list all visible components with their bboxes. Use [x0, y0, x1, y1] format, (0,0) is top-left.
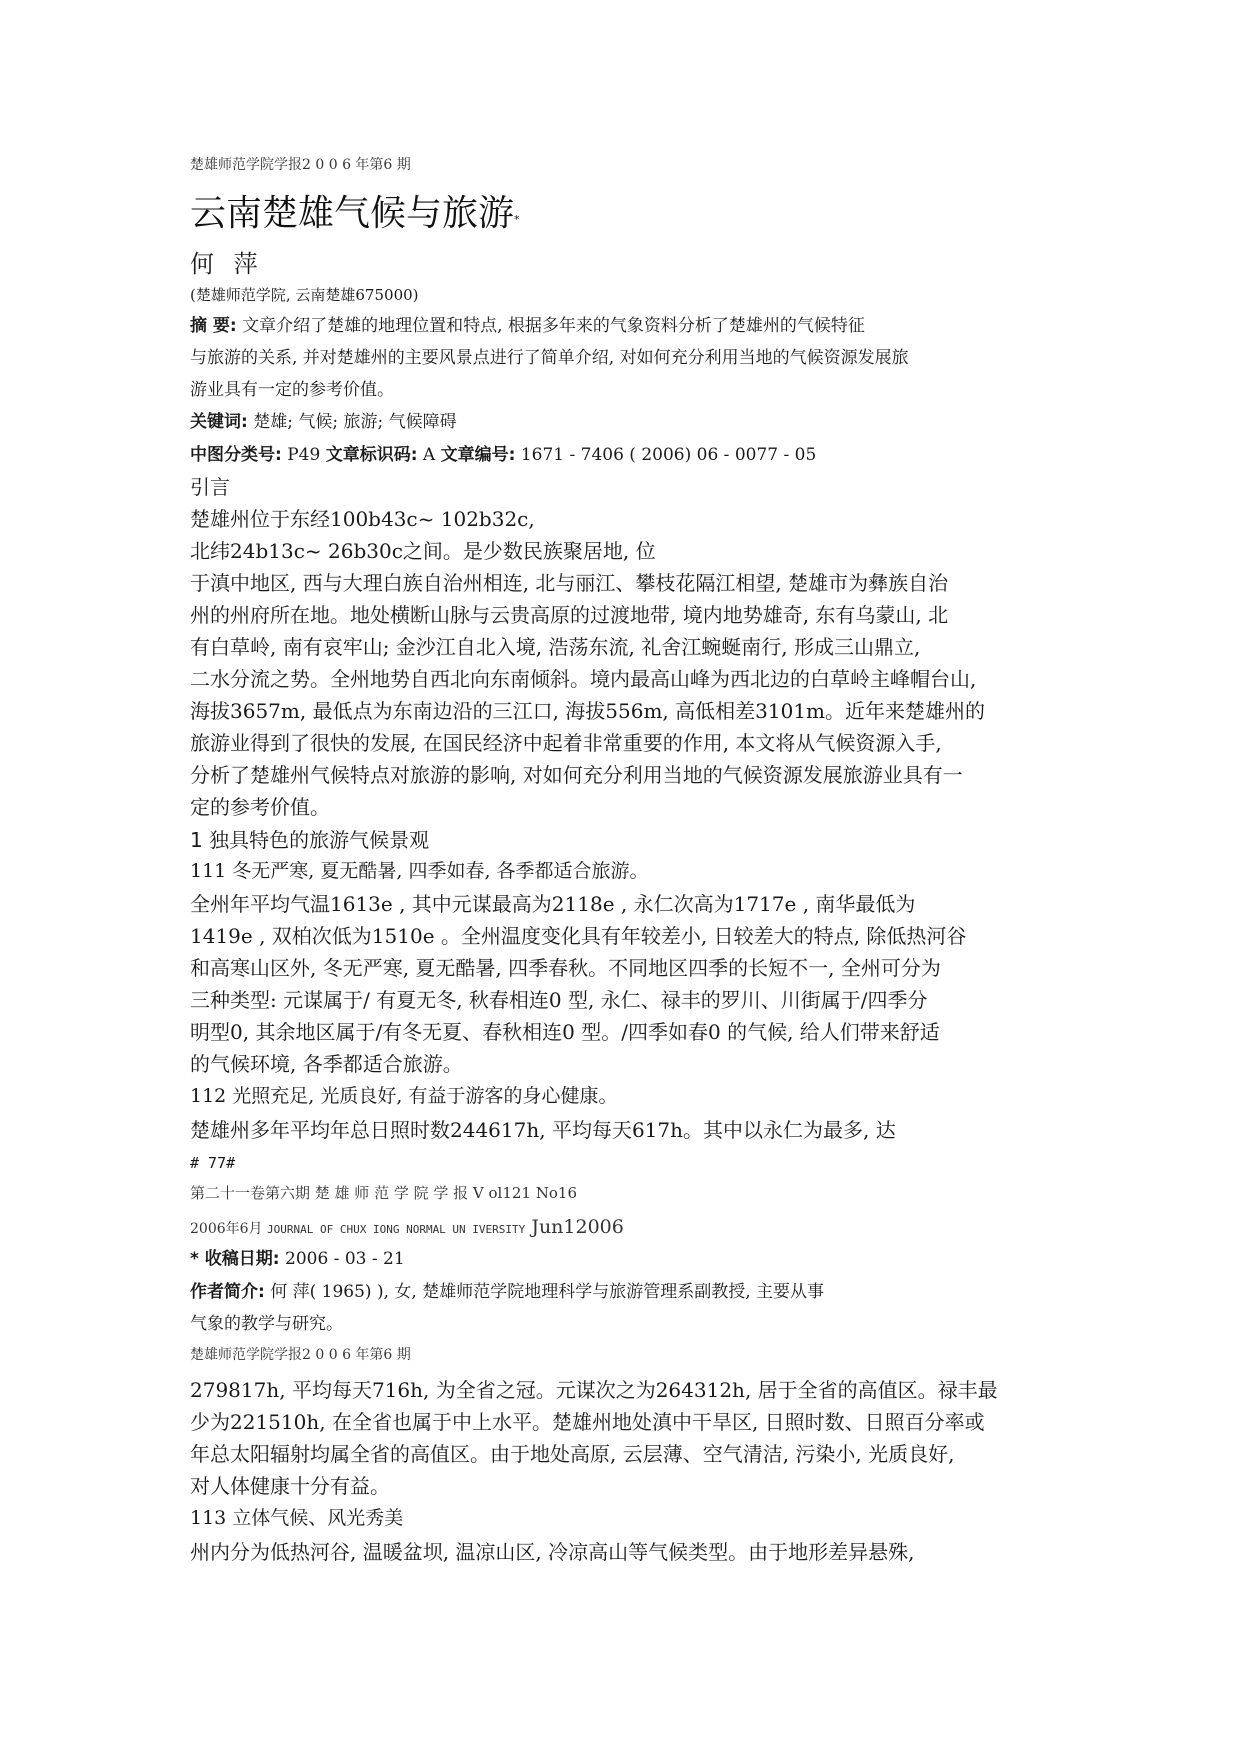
subsection-heading-113: 113 立体气候、风光秀美	[190, 1507, 404, 1529]
abstract-line: 游业具有一定的参考价值。	[190, 380, 394, 400]
keywords-label: 关键词:	[190, 412, 248, 432]
received-date-line	[190, 1251, 405, 1268]
journal-name-en: JOURNAL OF CHUX IONG NORMAL UN IVERSITY	[267, 1223, 526, 1236]
author-bio-line: 气象的教学与研究。	[190, 1314, 343, 1334]
keywords-line	[190, 414, 457, 431]
author-affiliation: (楚雄师范学院, 云南楚雄675000)	[190, 286, 419, 304]
author-bio-line	[190, 1284, 824, 1301]
bio-text: 何 萍( 1965) ), 女, 楚雄师范学院地理科学与旅游管理系副教授, 主要从事	[264, 1282, 825, 1302]
journal-info-line-2	[190, 1218, 624, 1237]
paragraph-line: 年总太阳辐射均属全省的高值区。由于地处高原, 云层薄、空气清洁, 污染小, 光质良好,	[190, 1442, 955, 1466]
title-text: 云南楚雄气候与旅游	[190, 193, 515, 234]
abstract-line	[190, 318, 865, 335]
paragraph-line: 分析了楚雄州气候特点对旅游的影响, 对如何充分利用当地的气候资源发展旅游业具有一	[190, 763, 963, 787]
paragraph-line: 二水分流之势。全州地势自西北向东南倾斜。境内最高山峰为西北边的白草岭主峰帽台山,	[190, 667, 977, 691]
article-no-label: 文章编号:	[440, 445, 516, 465]
paragraph-line: 的气候环境, 各季都适合旅游。	[190, 1052, 463, 1076]
article-title	[190, 193, 520, 234]
paragraph-line: 279817h, 平均每天716h, 为全省之冠。元谋次之为264312h, 居于全省的高值区。禄丰最	[190, 1378, 998, 1402]
paragraph-line: 州的州府所在地。地处横断山脉与云贵高原的过渡地带, 境内地势雄奇, 东有乌蒙山, 北	[190, 603, 949, 627]
journal-date-cn: 2006年6月	[190, 1221, 267, 1237]
subsection-heading-111: 111 冬无严寒, 夏无酷暑, 四季如春, 各季都适合旅游。	[190, 860, 649, 882]
received-label: * 收稿日期:	[190, 1249, 280, 1269]
paragraph-line: 全州年平均气温1613e , 其中元谋最高为2118e , 永仁次高为1717e , 南华最低为	[190, 892, 916, 916]
doc-code-label: 文章标识码:	[325, 445, 418, 465]
paragraph-line: 对人体健康十分有益。	[190, 1474, 390, 1498]
bio-label: 作者简介:	[190, 1282, 265, 1302]
section-heading-intro: 引言	[190, 475, 230, 499]
abstract-line: 与旅游的关系, 并对楚雄州的主要风景点进行了简单介绍, 对如何充分利用当地的气候资源发展旅	[190, 348, 909, 368]
keywords-text: 楚雄; 气候; 旅游; 气候障碍	[247, 412, 457, 432]
paragraph-line: 和高寒山区外, 冬无严寒, 夏无酷暑, 四季春秋。不同地区四季的长短不一, 全州可分为	[190, 956, 941, 980]
clc-value: P49	[281, 445, 326, 465]
page-number-marker: # 77#	[190, 1154, 236, 1172]
paragraph-line: 楚雄州位于东经100b43c~ 102b32c,	[190, 507, 535, 531]
paragraph-line: 州内分为低热河谷, 温暖盆坝, 温凉山区, 冷凉高山等气候类型。由于地形差异悬殊,	[190, 1540, 915, 1564]
paragraph-line: 北纬24b13c~ 26b30c之间。是少数民族聚居地, 位	[190, 539, 656, 563]
paragraph-line: 1419e , 双柏次低为1510e 。全州温度变化具有年较差小, 日较差大的特点, 除低热河谷	[190, 924, 967, 948]
paragraph-line: 于滇中地区, 西与大理白族自治州相连, 北与丽江、攀枝花隔江相望, 楚雄市为彝族自治	[190, 571, 949, 595]
article-no-value: 1671 - 7406 ( 2006) 06 - 0077 - 05	[515, 445, 817, 465]
journal-date-en: Jun12006	[525, 1216, 624, 1238]
abstract-text: 文章介绍了楚雄的地理位置和特点, 根据多年来的气象资料分析了楚雄州的气候特征	[236, 316, 865, 336]
running-header: 楚雄师范学院学报2 0 0 6 年第6 期	[190, 157, 411, 173]
clc-label: 中图分类号:	[190, 445, 282, 465]
paragraph-line: 定的参考价值。	[190, 795, 330, 819]
paragraph-line: 三种类型: 元谋属于/ 有夏无冬, 秋春相连0 型, 永仁、禄丰的罗川、川街属于/四季分	[190, 988, 928, 1012]
section-heading-1: 1 独具特色的旅游气候景观	[190, 828, 430, 852]
paragraph-line: 少为221510h, 在全省也属于中上水平。楚雄州地处滇中干旱区, 日照时数、日照百分率或	[190, 1410, 985, 1434]
classification-line	[190, 447, 816, 464]
abstract-label: 摘 要:	[190, 316, 237, 336]
doc-code-value: A	[417, 445, 441, 465]
paragraph-line: 旅游业得到了很快的发展, 在国民经济中起着非常重要的作用, 本文将从气候资源入手,	[190, 731, 942, 755]
paragraph-line: 楚雄州多年平均年总日照时数244617h, 平均每天617h。其中以永仁为最多, 达	[190, 1118, 896, 1142]
paragraph-line: 明型0, 其余地区属于/有冬无夏、春秋相连0 型。/四季如春0 的气候, 给人们带来舒适	[190, 1020, 940, 1044]
received-value: 2006 - 03 - 21	[279, 1249, 405, 1269]
paragraph-line: 海拔3657m, 最低点为东南边沿的三江口, 海拔556m, 高低相差3101m。近年来楚雄州的	[190, 699, 986, 723]
journal-info-line: 第二十一卷第六期 楚 雄 师 范 学 院 学 报 V ol121 No16	[190, 1184, 577, 1202]
title-footnote-mark: *	[514, 213, 520, 226]
author-name: 何 萍	[190, 250, 264, 278]
running-header: 楚雄师范学院学报2 0 0 6 年第6 期	[190, 1347, 411, 1363]
paragraph-line: 有白草岭, 南有哀牢山; 金沙江自北入境, 浩荡东流, 礼舍江蜿蜒南行, 形成三山鼎立,	[190, 635, 921, 659]
subsection-heading-112: 112 光照充足, 光质良好, 有益于游客的身心健康。	[190, 1085, 618, 1107]
